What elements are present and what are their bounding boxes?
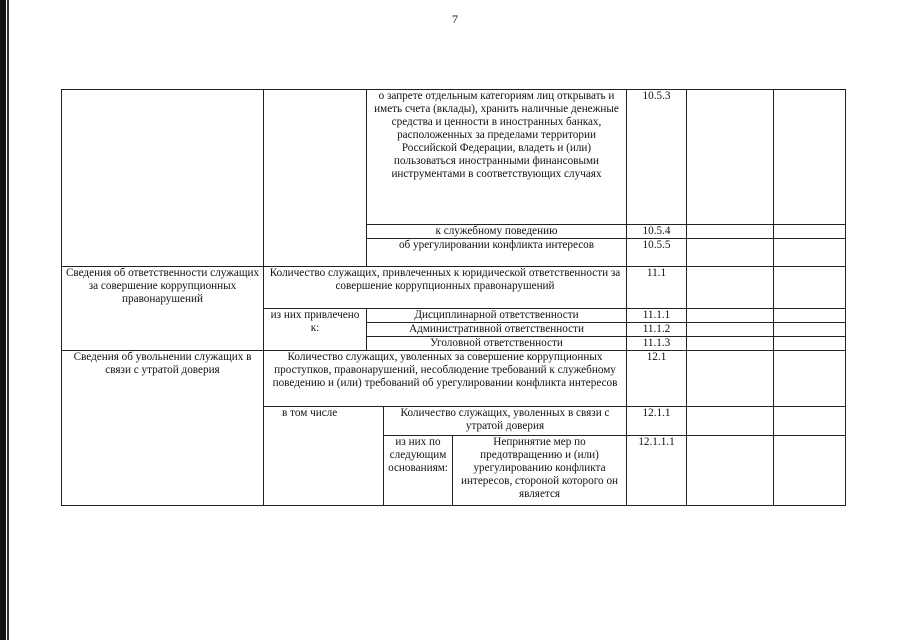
row-code: 11.1.3 bbox=[627, 337, 687, 351]
group-label: в том числе bbox=[264, 407, 384, 506]
value-cell bbox=[774, 267, 846, 309]
row-code: 12.1.1 bbox=[627, 407, 687, 436]
value-cell bbox=[774, 309, 846, 323]
row-code: 12.1.1.1 bbox=[627, 436, 687, 506]
value-cell bbox=[687, 407, 774, 436]
value-cell bbox=[774, 337, 846, 351]
value-cell bbox=[774, 436, 846, 506]
row-code: 10.5.4 bbox=[627, 225, 687, 239]
group-label: из них привлечено к: bbox=[264, 309, 367, 351]
row-code: 10.5.3 bbox=[627, 90, 687, 225]
value-cell bbox=[687, 239, 774, 267]
table-row bbox=[62, 351, 846, 407]
row-label: Количество служащих, привлеченных к юридической ответственности за совершение коррупционных правонарушений bbox=[264, 267, 627, 309]
row-label: к служебному поведению bbox=[367, 225, 627, 239]
report-table bbox=[61, 89, 846, 506]
row-code: 11.1.1 bbox=[627, 309, 687, 323]
value-cell bbox=[687, 351, 774, 407]
value-cell bbox=[774, 225, 846, 239]
subsection-cell-empty bbox=[264, 90, 367, 267]
row-label: Дисциплинарной ответственности bbox=[367, 309, 627, 323]
row-label: Уголовной ответственности bbox=[367, 337, 627, 351]
value-cell bbox=[774, 407, 846, 436]
value-cell bbox=[774, 239, 846, 267]
row-code: 11.1 bbox=[627, 267, 687, 309]
group-label: из них по следующим основаниям: bbox=[384, 436, 453, 506]
value-cell bbox=[687, 309, 774, 323]
row-code: 12.1 bbox=[627, 351, 687, 407]
section-label: Сведения об ответственности служащих за совершение коррупционных правонарушений bbox=[62, 267, 264, 351]
table-row bbox=[62, 90, 846, 225]
row-code: 11.1.2 bbox=[627, 323, 687, 337]
row-label: Количество служащих, уволенных за совершение коррупционных проступков, правонарушений, несоблюдение требований к служебному поведению и (или) требований об урегулировании конфликта интересов bbox=[264, 351, 627, 407]
value-cell bbox=[774, 323, 846, 337]
value-cell bbox=[687, 90, 774, 225]
row-label: Административной ответственности bbox=[367, 323, 627, 337]
scan-edge-line bbox=[7, 0, 9, 640]
table-row bbox=[62, 267, 846, 309]
scan-edge-bar bbox=[0, 0, 6, 640]
page-number: 7 bbox=[452, 12, 458, 26]
row-code: 10.5.5 bbox=[627, 239, 687, 267]
value-cell bbox=[687, 436, 774, 506]
value-cell bbox=[687, 323, 774, 337]
value-cell bbox=[774, 351, 846, 407]
value-cell bbox=[687, 225, 774, 239]
row-label: об урегулировании конфликта интересов bbox=[367, 239, 627, 267]
section-cell-empty bbox=[62, 90, 264, 267]
value-cell bbox=[774, 90, 846, 225]
section-label: Сведения об увольнении служащих в связи с утратой доверия bbox=[62, 351, 264, 506]
value-cell bbox=[687, 267, 774, 309]
value-cell bbox=[687, 337, 774, 351]
row-label: Количество служащих, уволенных в связи с утратой доверия bbox=[384, 407, 627, 436]
row-label: о запрете отдельным категориям лиц открывать и иметь счета (вклады), хранить наличные денежные средства и ценности в иностранных банках, расположенных за пределами территории Российской Федерации, владеть и (или) пользоваться иностранными финансовыми инструментами в соответствующих случаях bbox=[367, 90, 627, 225]
row-label: Непринятие мер по предотвращению и (или) урегулированию конфликта интересов, стороной которого он является bbox=[453, 436, 627, 506]
